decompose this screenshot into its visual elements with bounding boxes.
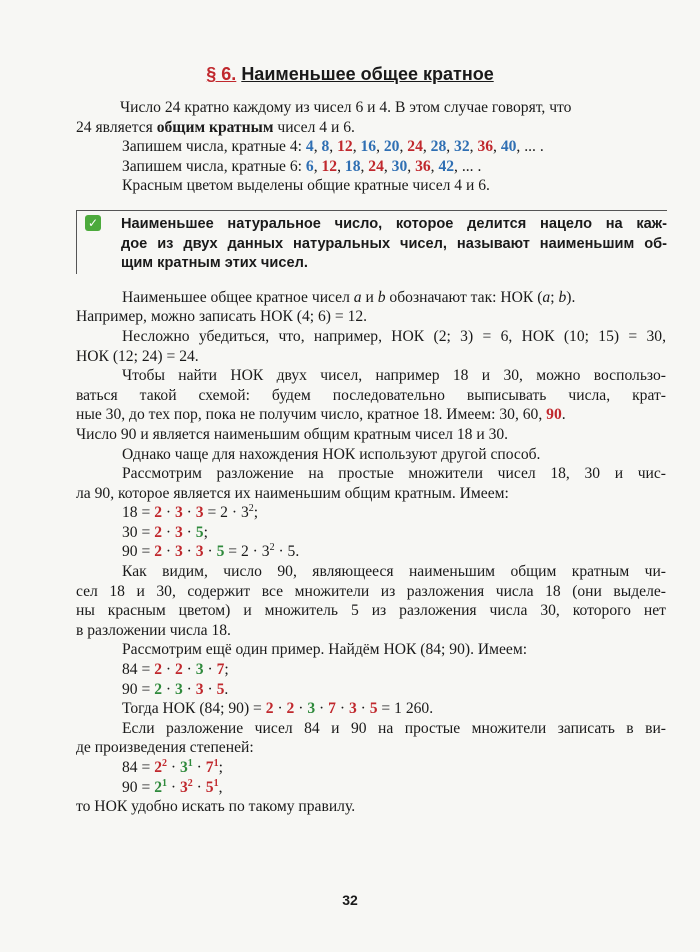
p3-line-2: ваться такой схемой: будем последовательно выписывать числа, крат- bbox=[76, 386, 666, 404]
text-body bbox=[76, 98, 666, 817]
factor: 3 bbox=[174, 504, 183, 522]
separator: , bbox=[430, 157, 439, 175]
exponent: 1 bbox=[213, 757, 219, 769]
multiple-number: 28 bbox=[430, 138, 447, 156]
exponent: 2 bbox=[269, 542, 275, 554]
check-icon: ✓ bbox=[85, 215, 101, 231]
section-number: § 6. bbox=[206, 64, 237, 84]
separator: , bbox=[329, 138, 338, 156]
multiple-number: 20 bbox=[383, 138, 400, 156]
factor: 2 bbox=[174, 661, 183, 679]
text-span: Запишем числа, кратные 6: bbox=[122, 157, 306, 175]
intro-line-1: Число 24 кратно каждому из чисел 6 и 4. В этом случае говорят, что bbox=[120, 99, 572, 116]
multiple-number: 42 bbox=[438, 157, 455, 175]
p9-line: то НОК удобно искать по такому правилу. bbox=[76, 798, 356, 816]
multiple-number: 18 bbox=[344, 157, 361, 175]
exponent: 2 bbox=[187, 777, 193, 789]
factor: 3 bbox=[174, 680, 183, 698]
text-span: ; bbox=[218, 759, 223, 776]
base: 3 bbox=[179, 759, 188, 776]
power-84: $84 = 2^2 \cdot 3^1 \cdot 7^1$; bbox=[122, 757, 223, 776]
p6-line-3: ны красным цветом) и множитель 5 из разложения числа 30, которого нет bbox=[76, 602, 666, 620]
text-span: . bbox=[224, 680, 229, 698]
factor: 3 bbox=[195, 661, 204, 679]
multiples-of-6-list bbox=[306, 158, 481, 175]
intro-line-5: Красным цветом выделены общие кратные чисел 4 и 6. bbox=[122, 177, 490, 195]
multiple-number: 24 bbox=[368, 157, 384, 175]
term-common-multiple: общим кратным bbox=[156, 118, 274, 136]
factor: 3 bbox=[174, 543, 183, 561]
text-span: = 1 260. bbox=[377, 700, 434, 718]
factor: 7 bbox=[216, 661, 225, 679]
factor: 3 bbox=[195, 504, 204, 522]
text-span: 90 = bbox=[122, 543, 155, 561]
definition-box bbox=[76, 210, 667, 274]
factor: 2 bbox=[154, 523, 162, 541]
text-span: · 5. bbox=[274, 543, 300, 561]
text-span: ; bbox=[203, 523, 208, 541]
separator: , bbox=[352, 138, 361, 156]
definition-line-2: дое из двух данных натуральных чисел, называют наименьшим об- bbox=[121, 235, 667, 252]
text-span: ; bbox=[550, 288, 559, 306]
p3-line-3 bbox=[76, 405, 666, 425]
p6-line-4: в разложении числа 18. bbox=[76, 621, 231, 639]
text-span: . bbox=[561, 406, 566, 424]
p3-line-4: Число 90 и является наименьшим общим кратным чисел 18 и 30. bbox=[76, 425, 509, 443]
text-span: чисел 4 и 6. bbox=[273, 118, 355, 136]
factor: 3 bbox=[348, 700, 357, 718]
equation-90-second: 90 = 2 · 3 · 3 · 5. bbox=[122, 680, 229, 698]
separator: , bbox=[399, 138, 408, 156]
p2-line-1: Несложно убедиться, что, например, НОК (2; 3) = 6, НОК (10; 15) = 30, bbox=[122, 327, 666, 345]
factor: 2 bbox=[154, 504, 162, 522]
var-a: a bbox=[542, 288, 551, 306]
text-span: 30 = bbox=[122, 523, 155, 541]
factor: 2 bbox=[265, 700, 274, 718]
factor: 5 bbox=[369, 700, 378, 718]
factor: 7 bbox=[328, 700, 336, 718]
separator: , ... . bbox=[516, 138, 544, 156]
multiple-number: 30 bbox=[391, 157, 408, 175]
factor: 5 bbox=[216, 543, 225, 561]
separator: , bbox=[337, 157, 345, 175]
exponent: 2 bbox=[161, 757, 167, 769]
text-span: = 2 · 3 bbox=[203, 504, 249, 522]
factor: 3 bbox=[174, 523, 183, 541]
base: 5 bbox=[205, 778, 214, 796]
text-span: и bbox=[361, 288, 378, 306]
text-span: 90 = bbox=[122, 778, 155, 796]
base: 2 bbox=[154, 759, 162, 776]
exponent: 1 bbox=[161, 777, 167, 789]
p7-line: Рассмотрим ещё один пример. Найдём НОК (84; 90). Имеем: bbox=[122, 641, 528, 659]
factor: 3 bbox=[195, 543, 204, 561]
text-span: ные 30, до тех пор, пока не получим число, кратное 18. Имеем: 30, 60, bbox=[76, 406, 547, 424]
p1-line-2: Например, можно записать НОК (4; 6) = 12. bbox=[76, 308, 368, 326]
text-span: обозначают так: НОК ( bbox=[385, 288, 543, 306]
separator: , bbox=[469, 138, 478, 156]
multiple-number: 24 bbox=[407, 138, 423, 156]
text-span: ). bbox=[566, 288, 576, 306]
factor: 2 bbox=[286, 700, 295, 718]
text-span: 24 является bbox=[76, 118, 157, 136]
separator: , bbox=[493, 138, 501, 156]
var-b: b bbox=[377, 288, 386, 306]
definition-line-1: Наименьшее натуральное число, которое делится нацело на каж- bbox=[121, 215, 667, 232]
text-span: 18 = bbox=[122, 504, 155, 522]
multiple-number: 40 bbox=[500, 138, 517, 156]
multiples-of-4-list bbox=[306, 138, 544, 155]
base: 3 bbox=[179, 778, 188, 796]
factor: 2 bbox=[154, 543, 162, 561]
factor: 5 bbox=[195, 523, 204, 541]
text-span: , bbox=[218, 778, 223, 796]
separator: , bbox=[360, 157, 369, 175]
factor: 3 bbox=[307, 700, 316, 718]
text-span: 90 = bbox=[122, 680, 155, 698]
separator: , bbox=[383, 157, 392, 175]
text-span: Запишем числа, кратные 4: bbox=[122, 138, 306, 156]
section-title: Наименьшее общее кратное bbox=[241, 64, 494, 84]
separator: , bbox=[422, 138, 431, 156]
factor: 5 bbox=[216, 680, 225, 698]
factor: 2 bbox=[154, 680, 162, 698]
definition-line-3: щим кратным этих чисел. bbox=[121, 255, 308, 272]
var-b: b bbox=[558, 288, 567, 306]
intro-line-2 bbox=[76, 118, 666, 138]
p2-line-2: НОК (12; 24) = 24. bbox=[76, 347, 199, 365]
multiple-number: 36 bbox=[415, 157, 431, 175]
p4-line: Однако чаще для нахождения НОК используют другой способ. bbox=[122, 445, 541, 463]
exponent: 1 bbox=[187, 757, 193, 769]
p1-line-1 bbox=[76, 288, 666, 308]
p8-line-1: Если разложение чисел 84 и 90 на простые множители записать в ви- bbox=[122, 719, 666, 737]
multiple-number: 8 bbox=[321, 138, 330, 156]
p5-line-2: ла 90, которое является их наименьшим общим кратным. Имеем: bbox=[76, 484, 509, 502]
text-span: 84 = bbox=[122, 661, 155, 679]
nok-84-90: Тогда НОК (84; 90) = 2 · 2 · 3 · 7 · 3 · 5 = 1 260. bbox=[122, 700, 434, 718]
highlight-number: 90 bbox=[546, 406, 562, 424]
equation-84: 84 = 2 · 2 · 3 · 7; bbox=[122, 661, 229, 679]
equation-30: 30 = 2 · 3 · 5; bbox=[122, 523, 208, 541]
multiple-number: 36 bbox=[477, 138, 494, 156]
separator: , bbox=[407, 157, 416, 175]
p5-line-1: Рассмотрим разложение на простые множители чисел 18, 30 и чис- bbox=[122, 465, 666, 483]
separator: , bbox=[446, 138, 455, 156]
multiple-number: 4 bbox=[305, 138, 314, 156]
multiple-number: 16 bbox=[360, 138, 377, 156]
separator: , bbox=[376, 138, 384, 156]
text-span: ; bbox=[253, 504, 259, 522]
equation-18: $18 = 2 \cdot 3 \cdot 3 = 2 \cdot 3^2$; bbox=[122, 503, 259, 522]
p6-line-1: Как видим, число 90, являющееся наименьшим общим кратным чи- bbox=[122, 563, 666, 581]
multiple-number: 32 bbox=[454, 138, 470, 156]
separator: , bbox=[313, 157, 322, 175]
base: 2 bbox=[154, 778, 162, 796]
var-a: a bbox=[353, 288, 362, 306]
multiples-of-4-line bbox=[76, 137, 666, 157]
multiples-of-6-line bbox=[76, 157, 666, 177]
multiple-number: 12 bbox=[337, 138, 353, 156]
p3-line-1: Чтобы найти НОК двух чисел, например 18 и 30, можно воспользо- bbox=[122, 367, 666, 385]
text-span: Тогда НОК (84; 90) = bbox=[122, 700, 266, 718]
text-span: 84 = bbox=[122, 759, 155, 776]
equation-90: $90 = 2 \cdot 3 \cdot 3 \cdot 5 = 2 \cdot 3^2 \cdot 5$. bbox=[122, 542, 300, 561]
exponent: 1 bbox=[213, 777, 219, 789]
text-span: Наименьшее общее кратное чисел bbox=[122, 288, 354, 306]
p8-line-2: де произведения степеней: bbox=[76, 739, 254, 757]
exponent: 2 bbox=[248, 503, 254, 515]
page-number: 32 bbox=[342, 892, 358, 908]
text-span: = 2 · 3 bbox=[224, 543, 270, 561]
text-span: ; bbox=[224, 661, 229, 679]
separator: , ... . bbox=[454, 157, 482, 175]
p6-line-2: сел 18 и 30, содержит все множители из разложения числа 18 (они выделе- bbox=[76, 582, 666, 600]
page-title bbox=[0, 64, 700, 85]
multiple-number: 12 bbox=[321, 157, 338, 175]
power-90: $90 = 2^1 \cdot 3^2 \cdot 5^1$, bbox=[122, 777, 223, 796]
factor: 3 bbox=[195, 680, 204, 698]
base: 7 bbox=[205, 759, 214, 776]
factor: 2 bbox=[154, 661, 162, 679]
separator: , bbox=[313, 138, 322, 156]
multiple-number: 6 bbox=[305, 157, 314, 175]
